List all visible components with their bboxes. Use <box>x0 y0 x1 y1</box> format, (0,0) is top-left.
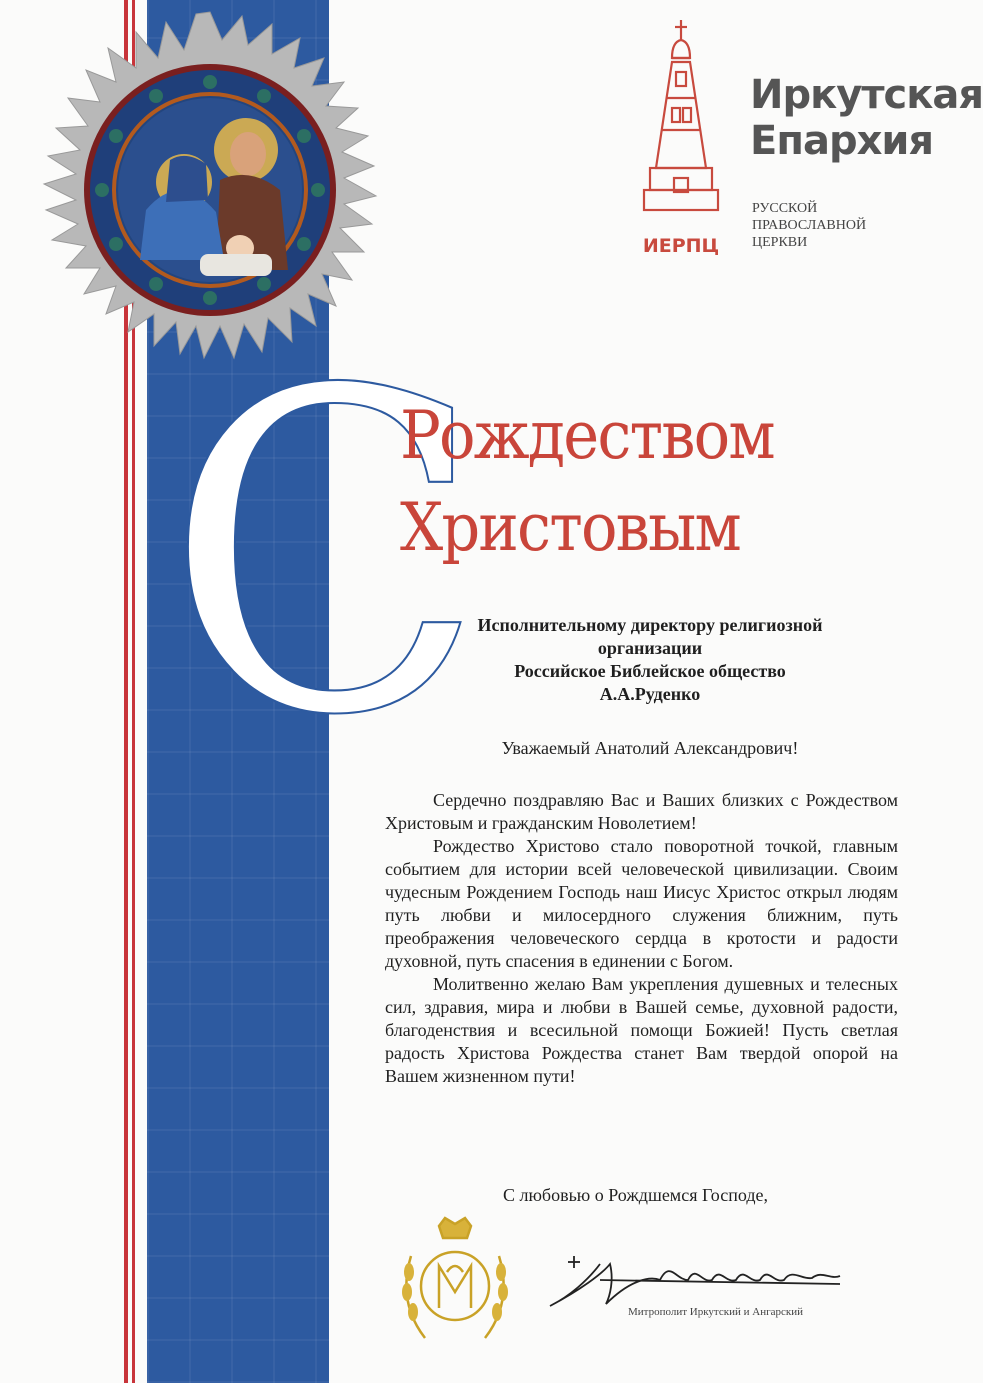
eparchy-subtitle-line1: РУССКОЙ <box>752 201 818 216</box>
headline-initial-letter: С <box>164 297 486 812</box>
headline-line2: Христовым <box>400 489 740 566</box>
eparchy-subtitle-line2: ПРАВОСЛАВНОЙ <box>752 218 867 233</box>
letter-body <box>385 789 898 1088</box>
eparchy-title-line1: Иркутская <box>750 72 983 118</box>
eparchy-title-line2: Епархия <box>750 118 934 164</box>
patriarch-emblem-icon <box>395 1212 515 1347</box>
recipient-block <box>385 614 915 706</box>
headline-title <box>400 390 774 574</box>
greeting: Уважаемый Анатолий Александрович! <box>501 738 799 758</box>
signature-caption: Митрополит Иркутский и Ангарский <box>628 1306 803 1318</box>
body-paragraph-3: Молитвенно желаю Вам укрепления душевных и телесных сил, здравия, мира и любви в Вашей семье, духовной радости, благоденствия и всесильной помощи Божией! Пусть светлая радость Христова Рождества станет Вам твердой опорой на Вашем жизненном пути! <box>385 974 898 1086</box>
recipient-line2: организации <box>597 638 703 658</box>
recipient-line3: Российское Библейское общество <box>514 661 786 681</box>
logo-monogram: ИЕРПЦ <box>642 235 720 257</box>
eparchy-title <box>750 72 983 164</box>
recipient-line1: Исполнительному директору религиозной <box>477 615 823 635</box>
eparchy-subtitle-line3: ЦЕРКВИ <box>752 235 808 250</box>
recipient-line4: А.А.Руденко <box>599 684 701 704</box>
eparchy-subtitle <box>752 200 866 251</box>
body-paragraph-2: Рождество Христово стало поворотной точкой, главным событием для истории всей человеческой цивилизации. Своим чудесным Рождением Господь наш Иисус Христос открыл людям путь любви и милосердного служения ближним, путь преображения человеческого сердца в кротости и радости духовной, путь спасения в единении с Богом. <box>385 836 898 971</box>
eparchy-logo-icon <box>636 18 726 268</box>
closing-line: С любовью о Рождшемся Господе, <box>503 1185 768 1205</box>
headline-line1: Рождеством <box>400 397 774 474</box>
body-paragraph-1: Сердечно поздравляю Вас и Ваших близких с Рождеством Христовым и гражданским Новолетием! <box>385 790 898 833</box>
